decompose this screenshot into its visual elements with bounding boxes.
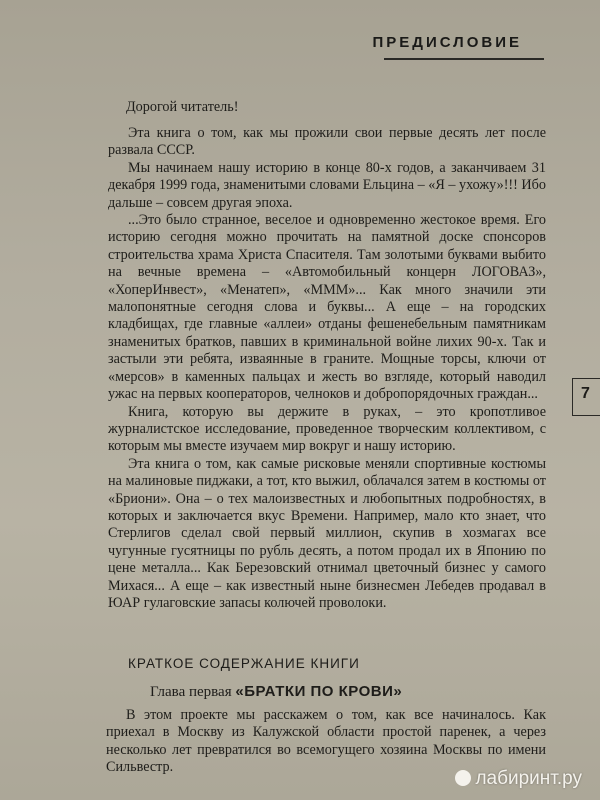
paragraph: Эта книга о том, как мы прожили свои первые десять лет после развала СССР.	[108, 125, 546, 159]
paragraph: Книга, которую вы держите в руках, – это кропотливое журналистское исследование, проведенное творческим коллективом, с которым мы вместе изучаем мир вокруг и нашу историю.	[108, 403, 546, 455]
paragraph: Мы начинаем нашу историю в конце 80-х годов, а заканчиваем 31 декабря 1999 года, знаменитыми словами Ельцина – «Я – ухожу»!!! Ибо дальше – совсем другая эпоха.	[108, 159, 546, 211]
chapter-title: «БРАТКИ ПО КРОВИ»	[235, 683, 403, 700]
paragraph: Эта книга о том, как самые рисковые меняли спортивные костюмы на малиновые пиджаки, а тот, кто выжил, облачался затем в костюмы от «Бриони». Она – о тех малоизвестных и любопытных подробностях, в которых и заключается вкус Времени. Например, мало кто знает, что Стерлигов сделал свой первый миллион, скупив в хозмагах все чугунные гусятницы по рубль десять, а потом продал их в Японию по цене металла... Как Березовский отнимал цветочный бизнес у самого Михася... А еще – как известный ныне бизнесмен Лебедев продавал в ЮАР гулаговские запасы колючей проволоки.	[108, 455, 546, 611]
greeting: Дорогой читатель!	[126, 99, 239, 115]
labirint-logo-icon	[455, 770, 471, 786]
paragraph: ...Это было странное, веселое и одновременно жестокое время. Его историю сегодня можно прочитать на памятной доске спонсоров строительства храма Христа Спасителя. Там золотыми буквами выбито на вечные времена – «Автомобильный концерн ЛОГОВАЗ», «ХоперИнвест», «Менатеп», «МММ»... Как много значили эти малопонятные сегодня слова и буквы... А еще – на городских кладбищах, где главные «аллеи» отданы фешенебельным памятникам знаменитых братков, павших в криминальной войне лихих 90-х. Так и застыли эти ребята, изваянные в граните. Мощные торсы, ключи от «мерсов» в каменных пальцах и жесть во взгляде, который наводил ужас на первых кооператоров, челноков и добропорядочных граждан...	[108, 212, 546, 403]
watermark-text: лабиринт.ру	[475, 768, 582, 789]
chapter-summary	[106, 707, 546, 777]
chapter-heading	[150, 683, 402, 701]
page-number-tab	[572, 378, 600, 416]
summary-paragraph: В этом проекте мы расскажем о том, как все начиналось. Как приехал в Москву из Калужской области простой паренек, а через несколько лет превратился во всемогущего хозяина Москвы по имени Сильвестр.	[106, 707, 546, 776]
watermark	[455, 768, 582, 790]
section-title: КРАТКОЕ СОДЕРЖАНИЕ КНИГИ	[128, 656, 360, 671]
chapter-prefix: Глава первая	[150, 684, 236, 700]
header-rule	[384, 58, 544, 60]
page-number: 7	[581, 385, 590, 402]
page-header-title: ПРЕДИСЛОВИЕ	[372, 34, 522, 51]
body-text	[108, 125, 546, 612]
